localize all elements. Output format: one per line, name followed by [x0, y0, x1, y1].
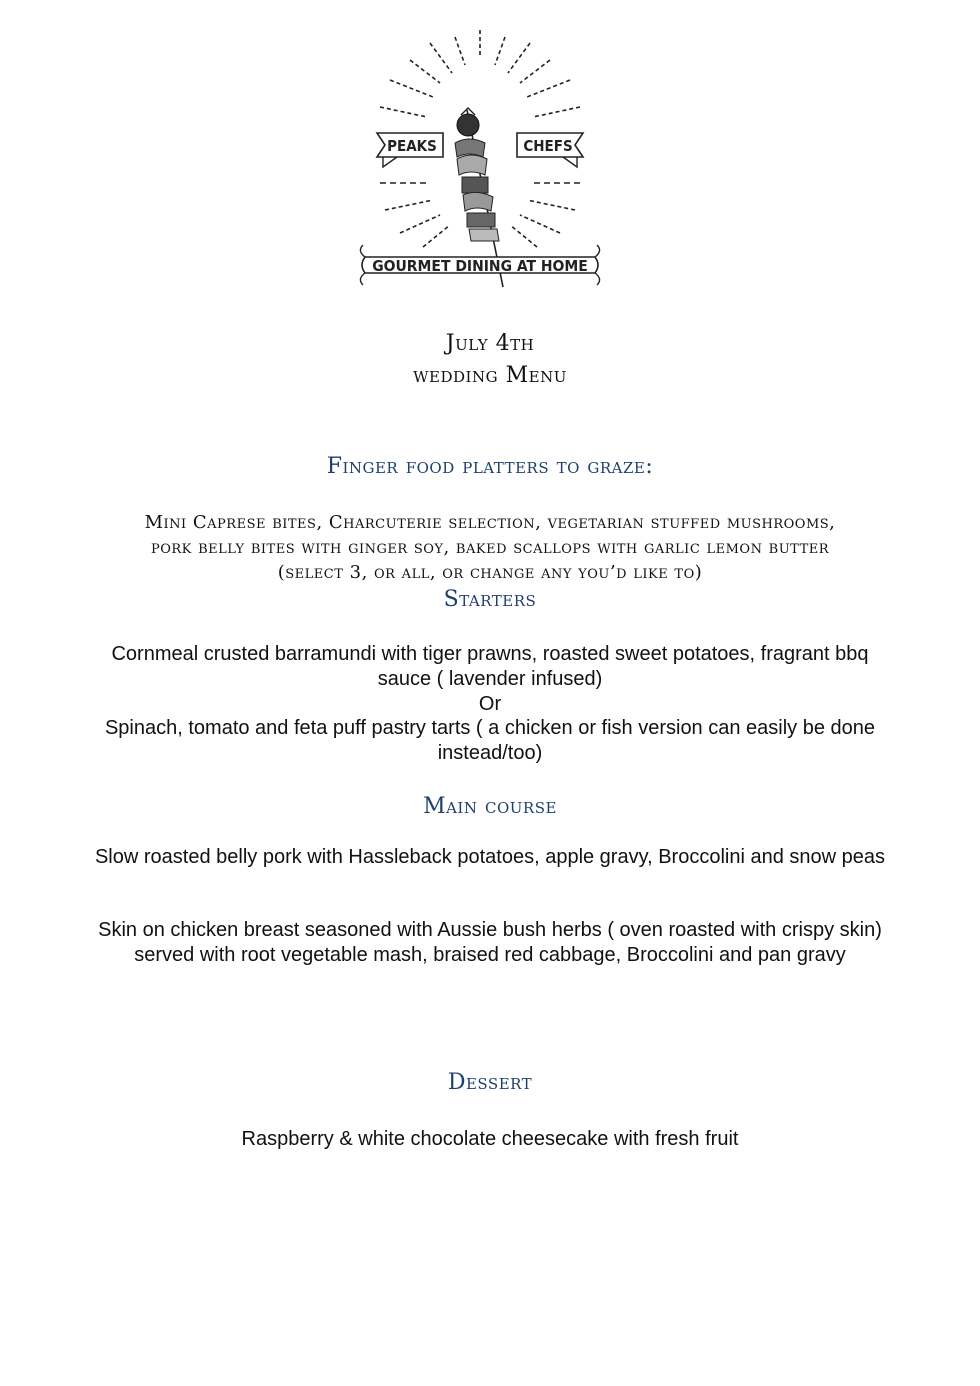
- main-course-heading: Main course: [423, 794, 557, 819]
- chefs-banner: [517, 133, 583, 167]
- main-option-2: Skin on chicken breast seasoned with Aussie bush herbs ( oven roasted with crispy skin) served with root vegetable mash, braised red cabbage, Broccolini and pan gravy: [98, 919, 882, 966]
- bottom-banner: [360, 245, 599, 285]
- finger-food-line-1: Mini Caprese bites, Charcuterie selection, vegetarian stuffed mushrooms,: [144, 512, 836, 533]
- starter-or: Or: [478, 693, 502, 715]
- peaks-banner: [377, 133, 443, 167]
- menu-title: wedding Menu: [413, 363, 567, 388]
- menu-date: July 4th: [445, 331, 535, 356]
- finger-food-line-3: (select 3, or all, or change any you’d like to): [277, 562, 703, 583]
- main-option-1: Slow roasted belly pork with Hassleback potatoes, apple gravy, Broccolini and snow peas: [94, 846, 886, 868]
- dessert-heading: Dessert: [447, 1070, 533, 1095]
- finger-food-line-2: pork belly bites with ginger soy, baked scallops with garlic lemon butter: [150, 537, 830, 558]
- starters-heading: Starters: [443, 587, 537, 612]
- finger-food-heading: Finger food platters to graze:: [326, 454, 654, 479]
- logo-bottom-text: GOURMET DINING AT HOME: [372, 257, 588, 275]
- starter-option-2: Spinach, tomato and feta puff pastry tarts ( a chicken or fish version can easily be done instead/too): [104, 717, 876, 764]
- logo-left-text: PEAKS: [387, 137, 437, 155]
- starter-option-1: Cornmeal crusted barramundi with tiger prawns, roasted sweet potatoes, fragrant bbq sauce ( lavender infused): [111, 643, 869, 690]
- peaks-chefs-logo: [355, 25, 605, 290]
- dessert-item: Raspberry & white chocolate cheesecake with fresh fruit: [241, 1128, 739, 1150]
- logo-right-text: CHEFS: [523, 137, 573, 155]
